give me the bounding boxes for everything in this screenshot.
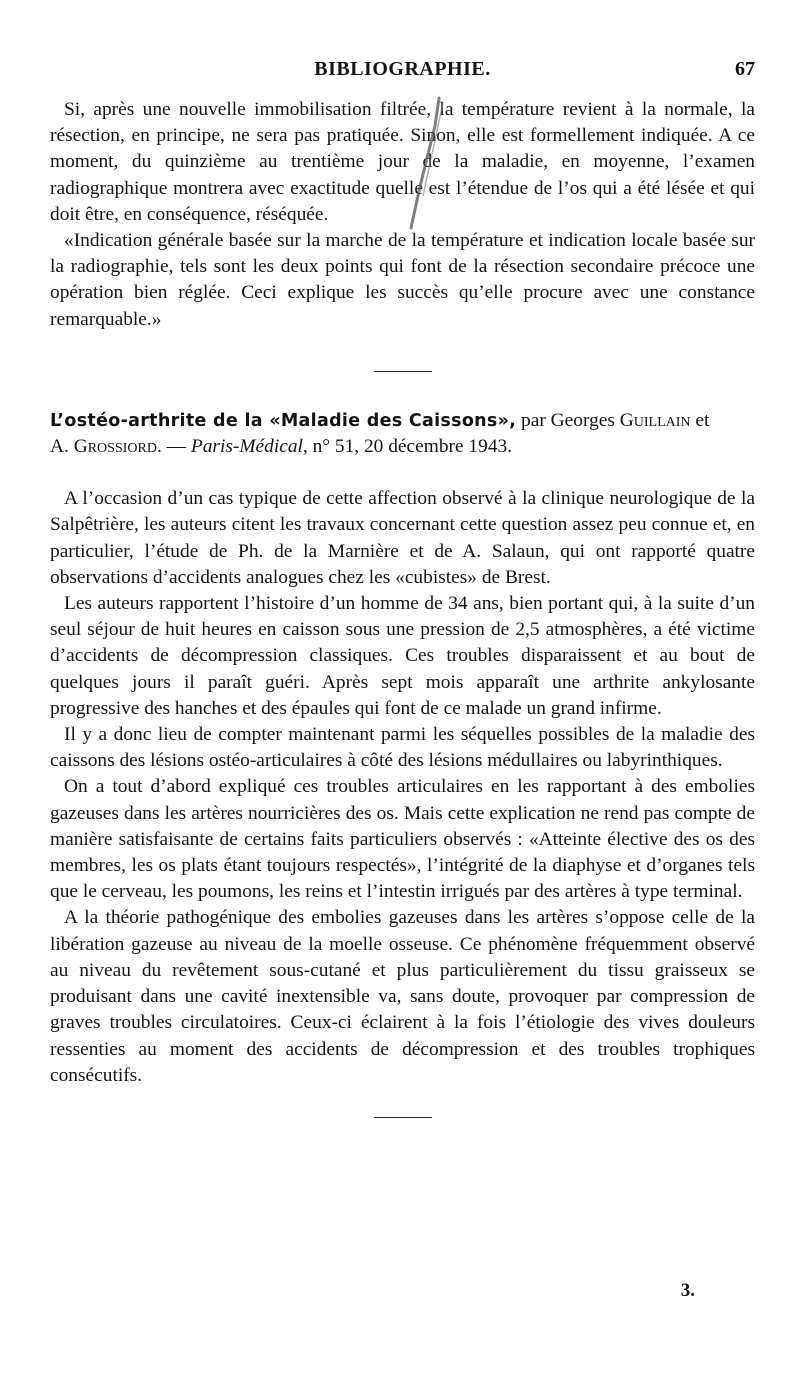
bibliographic-citation — [50, 408, 755, 460]
page-body — [50, 97, 755, 1118]
paragraph-gas-liberation-theory: A la théorie pathogénique des embolies gazeuses dans les artères s’oppose celle de la libération gazeuse au niveau de la moelle osseuse. Ce phénomène fréquemment observé au niveau du revêtement sous-cutané et plus particulièrement du tissu graisseux se produisant dans une cavité inextensible va, sans doute, provoquer par compression de graves troubles circulatoires. Ceux-ci éclairent à la fois l’étiologie des vives douleurs ressenties au moment des accidents de décompression et des troubles trophiques consécutifs. — [50, 907, 755, 1086]
paragraph-occasion: A l’occasion d’un cas typique de cette affection observé à la clinique neurologique de la Salpêtrière, les auteurs citent les travaux concernant cette question assez peu connue et, en particulier, l’étude de Ph. de la Marnière et de A. Salaun, qui ont rapporté quatre observations d’accidents analogues chez les «cubistes» de Brest. — [50, 488, 755, 588]
page-header — [50, 58, 755, 88]
paragraph-sequelae: Il y a donc lieu de compter maintenant parmi les séquelles possibles de la maladie des caissons des lésions ostéo-articulaires à côté des lésions médullaires ou labyrinthiques. — [50, 724, 755, 772]
signature-mark: 3. — [680, 1280, 695, 1301]
citation-et: et — [690, 409, 710, 431]
citation-par: par Georges — [516, 409, 620, 431]
citation-title: L’ostéo-arthrite de la «Maladie des Caissons», — [50, 410, 517, 431]
running-title: BIBLIOGRAPHIE. — [314, 58, 491, 80]
page-number: 67 — [735, 58, 755, 80]
section-end-divider — [374, 1117, 432, 1118]
citation-dash: . — — [156, 436, 191, 458]
paragraph-embolism-theory: On a tout d’abord expliqué ces troubles articulaires en les rapportant à des embolies gazeuses dans les artères nourricières des os. Mais cette explication ne rend pas compte de manière satisfaisante de certains faits particuliers observés : «Atteinte élective des os des membres, les os plats étant toujours respectés», l’intégrité de la diaphyse et d’organes tels que le cerveau, les poumons, les reins et l’intestin irrigués par des artères à type terminal. — [50, 776, 755, 903]
citation-journal: Paris-Médical, — [190, 436, 308, 458]
paragraph-case-history: Les auteurs rapportent l’histoire d’un homme de 34 ans, bien portant qui, à la suite d’un seul séjour de huit heures en caisson sous une pression de 2,5 atmosphères, a été victime d’accidents de décompression classiques. Ces troubles disparaissent et au bout de quelques jours il paraît guéri. Après sept mois apparaît une arthrite ankylosante progressive des hanches et des épaules qui font de ce malade un grand infirme. — [50, 593, 755, 719]
section-divider — [374, 371, 432, 372]
paragraph-resection: Si, après une nouvelle immobilisation filtrée, la température revient à la normale, la résection, en principe, ne sera pas pratiquée. Sinon, elle est formellement indiquée. A ce moment, du quinzième au trentième jour de la maladie, en moyenne, l’examen radiographique montrera avec exactitude quelle est l’étendue de l’os qui a été lésée et qui doit être, en conséquence, réséquée. — [50, 99, 755, 225]
paragraph-indication-quote: «Indication générale basée sur la marche de la température et indication locale basée sur la radiographie, tels sont les deux points qui font de la résection secondaire précoce une opération bien réglée. Ceci explique les succès qu’elle procure avec une constance remarquable.» — [50, 230, 755, 330]
citation-author-guillain: Guillain — [619, 409, 691, 431]
citation-details: n° 51, 20 décembre 1943. — [307, 436, 513, 458]
document-page — [50, 0, 755, 1374]
citation-author-grossiord: Grossiord — [73, 436, 157, 458]
citation-author-initial: A. — [50, 436, 74, 458]
